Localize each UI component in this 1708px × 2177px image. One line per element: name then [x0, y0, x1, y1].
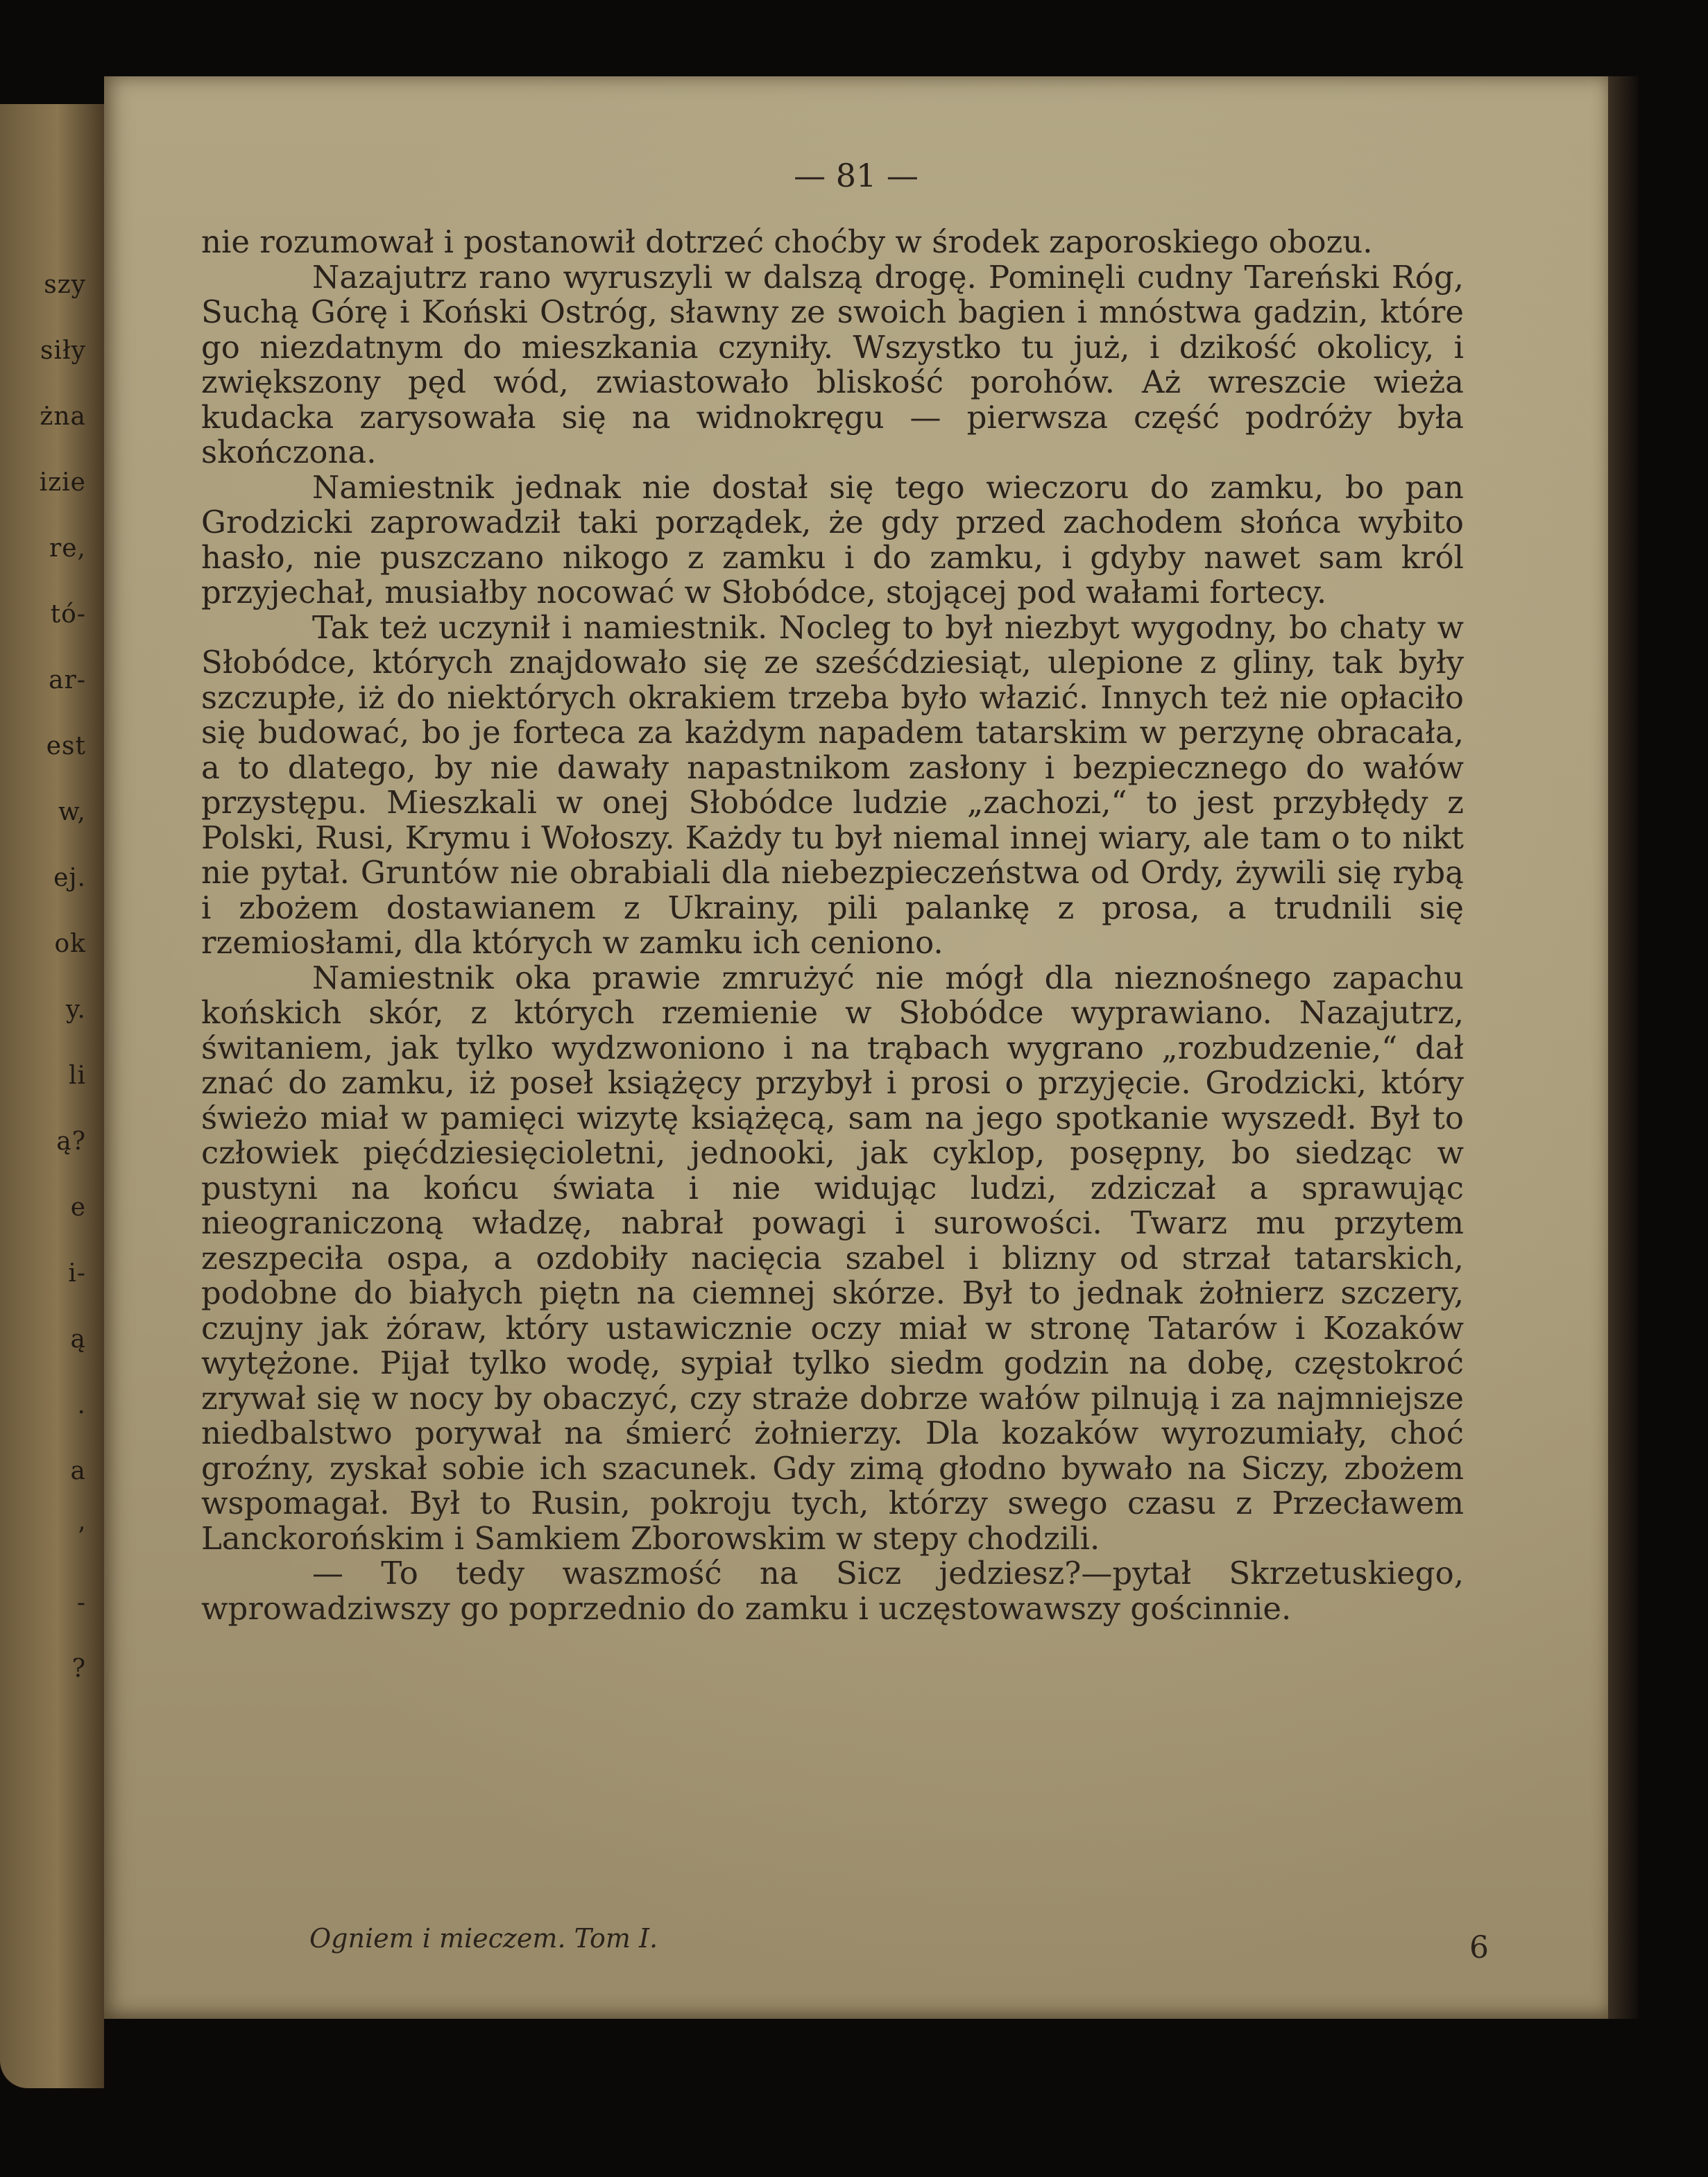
adjacent-page-fragment: li — [68, 1061, 86, 1090]
adjacent-page-fragment: szy — [44, 271, 86, 299]
adjacent-page-fragment: izie — [39, 468, 86, 497]
adjacent-page-fragment: ’ — [77, 1523, 86, 1551]
paragraph: nie rozumował i postanowił dotrzeć choćby w środek zaporoskiego obozu. — [201, 223, 1373, 260]
adjacent-page-fragment: a — [70, 1457, 86, 1485]
adjacent-page-fragment: re, — [49, 534, 86, 563]
adjacent-page-fragment: tó- — [50, 600, 86, 629]
book-page — [104, 76, 1608, 2019]
adjacent-page-fragment: żna — [40, 402, 86, 431]
paragraph: — To tedy waszmość na Sicz jedziesz?—pytał Skrzetuskiego, wprowadziwszy go poprzednio do zamku i uczęstowawszy gościnnie. — [201, 1555, 1464, 1627]
adjacent-page-fragment: e — [70, 1193, 86, 1222]
adjacent-page-fragment: est — [46, 732, 86, 760]
adjacent-page-fragment: ar- — [49, 666, 86, 694]
adjacent-page-fragment: y. — [66, 996, 86, 1024]
paragraph: Namiestnik oka prawie zmrużyć nie mógł dla nieznośnego zapachu końskich skór, z których rzemienie w Słobódce wyprawiano. Nazajutrz, świtaniem, jak tylko wydzwoniono i na trąbach wygrano „rozbudzenie,“ dał znać do zamku, iż poseł książęcy przybył i prosi o przyjęcie. Grodzicki, który świeżo miał w pamięci wizytę książęcą, sam na jego spotkanie wyszedł. Był to człowiek pięćdziesięcioletni, jednooki, jak cyklop, posępny, bo siedząc w pustyni na końcu świata i nie widując ludzi, zdziczał a sprawując nieograniczoną władzę, nabrał powagi i surowości. Twarz mu przytem zeszpeciła ospa, a ozdobiły nacięcia szabel i blizny od strzał tatarskich, podobne do białych piętn na ciemnej skórze. Był to jednak żołnierz szczery, czujny jak żóraw, który ustawicznie oczy miał w stronę Tatarów i Kozaków wytężone. Pijał tylko wodę, sypiał tylko siedm godzin na dobę, częstokroć zrywał się w nocy by obaczyć, czy straże dobrze wałów pilnują i za najmniejsze niedbalstwo porywał na śmierć żołnierzy. Dla kozaków wyrozumiały, choć groźny, zyskał sobie ich szacunek. Gdy zimą głodno bywało na Siczy, zbożem wspomagał. Był to Rusin, pokroju tych, którzy swego czasu z Przecławem Lanckorońskim i Samkiem Zborowskim w stepy chodzili. — [201, 959, 1464, 1557]
adjacent-page-fragment: ej. — [53, 864, 86, 892]
adjacent-page-fragment: ą — [70, 1325, 86, 1354]
adjacent-page-fragment: ą? — [56, 1127, 86, 1156]
page-footer — [309, 1923, 1489, 1965]
page-text — [201, 225, 1464, 1626]
paragraph: Nazajutrz rano wyruszyli w dalszą drogę. Pominęli cudny Tareński Róg, Suchą Górę i Koński Ostróg, sławny ze swoich bagien i mnóstwa gadzin, które go niezdatnym do mieszkania czyniły. Wszystko tu już, i dzikość okolicy, i zwiększony pęd wód, zwiastowało bliskość porohów. Aż wreszcie wieża kudacka zarysowała się na widnokręgu — pierwsza część podróży była skończona. — [201, 258, 1464, 470]
book-title: Ogniem i mieczem. Tom I. — [309, 1923, 658, 1954]
paragraph: Namiestnik jednak nie dostał się tego wieczoru do zamku, bo pan Grodzicki zaprowadził taki porządek, że gdy przed zachodem słońca wybito hasło, nie puszczano nikogo z zamku i do zamku, i gdyby nawet sam król przyjechał, musiałby nocować w Słobódce, stojącej pod wałami fortecy. — [201, 468, 1464, 611]
page-right-edge — [1608, 76, 1639, 2019]
adjacent-page-edge — [0, 104, 104, 2088]
adjacent-page-fragment: siły — [40, 336, 86, 365]
adjacent-page-fragment: w, — [58, 798, 86, 826]
adjacent-page-fragment: i- — [68, 1259, 86, 1288]
signature-mark: 6 — [1469, 1930, 1489, 1965]
adjacent-page-fragment: - — [76, 1589, 86, 1617]
adjacent-page-fragment: ? — [71, 1655, 86, 1683]
adjacent-page-fragment: . — [77, 1391, 86, 1419]
paragraph: Tak też uczynił i namiestnik. Nocleg to był niezbyt wygodny, bo chaty w Słobódce, których znajdowało się ze sześćdziesiąt, ulepione z gliny, tak były szczupłe, iż do niektórych okrakiem trzeba było włazić. Innych też nie opłaciło się budować, bo je forteca za każdym napadem tatarskim w perzynę obracała, a to dlatego, by nie dawały napastnikom zasłony i bezpiecznego do wałów przystępu. Mieszkali w onej Słobódce ludzie „zachozi,“ to jest przybłędy z Polski, Rusi, Krymu i Wołoszy. Każdy tu był niemal innej wiary, ale tam o to nikt nie pytał. Gruntów nie obrabiali dla niebezpieczeństwa od Ordy, żywili się rybą i zbożem dostawianem z Ukrainy, pili palankę z prosa, a trudnili się rzemiosłami, dla których w zamku ich ceniono. — [201, 608, 1464, 961]
page-number: — 81 — — [794, 157, 919, 194]
adjacent-page-fragment: ok — [54, 930, 86, 958]
